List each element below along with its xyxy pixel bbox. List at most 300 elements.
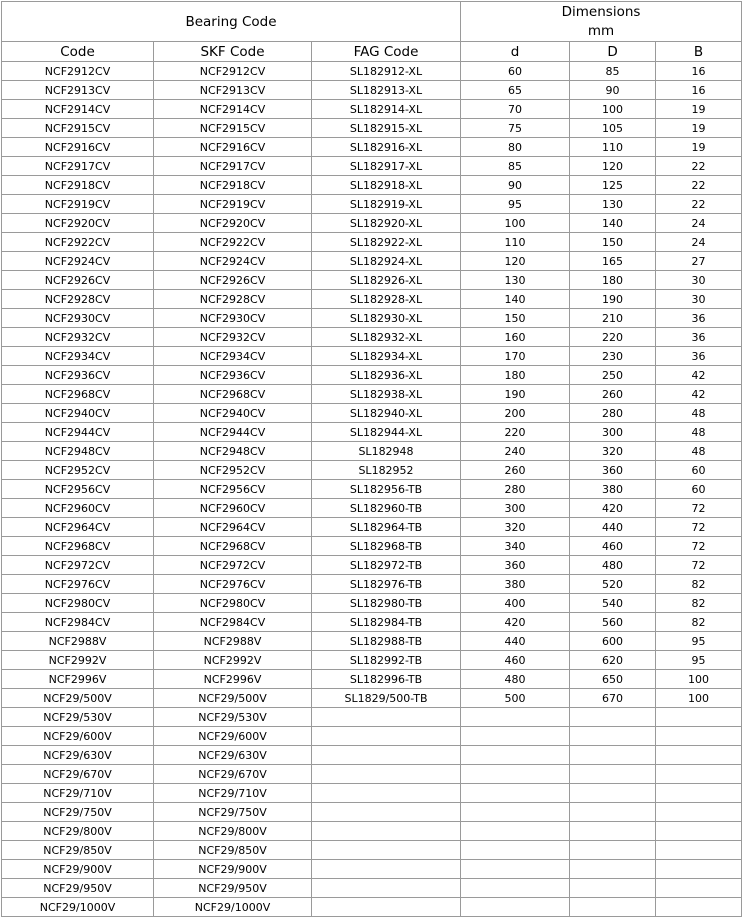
cell-b: [656, 860, 742, 879]
cell-b: 60: [656, 480, 742, 499]
table-row: [2, 442, 742, 461]
cell-d: 190: [461, 385, 570, 404]
cell-code: NCF2920CV: [2, 214, 154, 233]
table-row: [2, 784, 742, 803]
cell-big-d: 520: [570, 575, 656, 594]
cell-fag-code: SL182968-TB: [312, 537, 461, 556]
cell-b: 27: [656, 252, 742, 271]
cell-fag-code: SL182972-TB: [312, 556, 461, 575]
cell-skf-code: NCF2917CV: [154, 157, 312, 176]
cell-b: 60: [656, 461, 742, 480]
cell-b: 36: [656, 328, 742, 347]
cell-b: 72: [656, 537, 742, 556]
cell-b: 22: [656, 157, 742, 176]
cell-skf-code: NCF29/850V: [154, 841, 312, 860]
table-row: [2, 81, 742, 100]
table-row: [2, 195, 742, 214]
cell-skf-code: NCF2930CV: [154, 309, 312, 328]
cell-fag-code: SL182992-TB: [312, 651, 461, 670]
cell-b: 82: [656, 575, 742, 594]
table-row: [2, 328, 742, 347]
table-row: [2, 746, 742, 765]
cell-code: NCF29/530V: [2, 708, 154, 727]
cell-code: NCF2980CV: [2, 594, 154, 613]
cell-code: NCF2952CV: [2, 461, 154, 480]
cell-big-d: 180: [570, 271, 656, 290]
cell-d: 100: [461, 214, 570, 233]
cell-big-d: 360: [570, 461, 656, 480]
cell-fag-code: SL182913-XL: [312, 81, 461, 100]
cell-code: NCF29/500V: [2, 689, 154, 708]
cell-d: [461, 841, 570, 860]
cell-skf-code: NCF2996V: [154, 670, 312, 689]
cell-skf-code: NCF2964CV: [154, 518, 312, 537]
cell-code: NCF29/670V: [2, 765, 154, 784]
cell-big-d: [570, 898, 656, 917]
cell-skf-code: NCF2968CV: [154, 537, 312, 556]
cell-code: NCF29/600V: [2, 727, 154, 746]
cell-skf-code: NCF2960CV: [154, 499, 312, 518]
cell-fag-code: SL182984-TB: [312, 613, 461, 632]
cell-d: 75: [461, 119, 570, 138]
cell-b: [656, 746, 742, 765]
cell-code: NCF2940CV: [2, 404, 154, 423]
cell-code: NCF2948CV: [2, 442, 154, 461]
table-row: [2, 613, 742, 632]
cell-big-d: 670: [570, 689, 656, 708]
cell-code: NCF29/710V: [2, 784, 154, 803]
cell-skf-code: NCF29/1000V: [154, 898, 312, 917]
cell-fag-code: SL182918-XL: [312, 176, 461, 195]
cell-code: NCF2914CV: [2, 100, 154, 119]
cell-fag-code: SL182922-XL: [312, 233, 461, 252]
cell-b: [656, 879, 742, 898]
cell-code: NCF2932CV: [2, 328, 154, 347]
cell-skf-code: NCF2922CV: [154, 233, 312, 252]
cell-code: NCF2960CV: [2, 499, 154, 518]
cell-d: [461, 879, 570, 898]
cell-b: 42: [656, 385, 742, 404]
cell-fag-code: [312, 765, 461, 784]
cell-code: NCF2934CV: [2, 347, 154, 366]
cell-skf-code: NCF2916CV: [154, 138, 312, 157]
cell-code: NCF2944CV: [2, 423, 154, 442]
table-row: [2, 347, 742, 366]
cell-skf-code: NCF29/950V: [154, 879, 312, 898]
cell-big-d: 125: [570, 176, 656, 195]
cell-code: NCF2996V: [2, 670, 154, 689]
cell-d: 380: [461, 575, 570, 594]
table-row: [2, 632, 742, 651]
cell-big-d: 600: [570, 632, 656, 651]
cell-d: 140: [461, 290, 570, 309]
cell-d: 360: [461, 556, 570, 575]
dimensions-header: [461, 2, 742, 42]
cell-b: 16: [656, 62, 742, 81]
cell-d: 340: [461, 537, 570, 556]
cell-b: [656, 822, 742, 841]
cell-fag-code: SL1829/500-TB: [312, 689, 461, 708]
cell-big-d: [570, 841, 656, 860]
cell-big-d: [570, 860, 656, 879]
cell-fag-code: [312, 898, 461, 917]
cell-b: 100: [656, 689, 742, 708]
cell-d: [461, 727, 570, 746]
cell-skf-code: NCF2984CV: [154, 613, 312, 632]
cell-big-d: 140: [570, 214, 656, 233]
cell-big-d: 620: [570, 651, 656, 670]
cell-skf-code: NCF2920CV: [154, 214, 312, 233]
table-row: [2, 803, 742, 822]
cell-b: 19: [656, 119, 742, 138]
cell-fag-code: SL182932-XL: [312, 328, 461, 347]
cell-skf-code: NCF2968CV: [154, 385, 312, 404]
cell-fag-code: SL182924-XL: [312, 252, 461, 271]
cell-fag-code: SL182928-XL: [312, 290, 461, 309]
cell-b: 82: [656, 594, 742, 613]
table-row: [2, 214, 742, 233]
cell-fag-code: SL182964-TB: [312, 518, 461, 537]
cell-fag-code: SL182920-XL: [312, 214, 461, 233]
cell-fag-code: SL182952: [312, 461, 461, 480]
cell-code: NCF2926CV: [2, 271, 154, 290]
cell-b: 100: [656, 670, 742, 689]
cell-big-d: 110: [570, 138, 656, 157]
col-header-fag-code: FAG Code: [312, 42, 461, 62]
cell-code: NCF2968CV: [2, 537, 154, 556]
table-row: [2, 290, 742, 309]
cell-skf-code: NCF2919CV: [154, 195, 312, 214]
cell-skf-code: NCF2924CV: [154, 252, 312, 271]
cell-b: 72: [656, 499, 742, 518]
cell-fag-code: SL182919-XL: [312, 195, 461, 214]
cell-code: NCF2928CV: [2, 290, 154, 309]
cell-skf-code: NCF2948CV: [154, 442, 312, 461]
dimensions-title: Dimensions: [561, 3, 641, 20]
cell-skf-code: NCF29/710V: [154, 784, 312, 803]
cell-d: 80: [461, 138, 570, 157]
table-row: [2, 176, 742, 195]
cell-fag-code: [312, 784, 461, 803]
cell-d: 65: [461, 81, 570, 100]
cell-code: NCF2913CV: [2, 81, 154, 100]
header-row-top: [2, 2, 742, 42]
cell-d: 120: [461, 252, 570, 271]
table-row: [2, 841, 742, 860]
cell-b: 72: [656, 518, 742, 537]
cell-big-d: [570, 765, 656, 784]
table-row: [2, 138, 742, 157]
cell-d: 130: [461, 271, 570, 290]
table-row: [2, 62, 742, 81]
table-row: [2, 404, 742, 423]
cell-big-d: 190: [570, 290, 656, 309]
cell-code: NCF2984CV: [2, 613, 154, 632]
cell-code: NCF29/750V: [2, 803, 154, 822]
table-row: [2, 575, 742, 594]
cell-b: 48: [656, 404, 742, 423]
cell-fag-code: [312, 879, 461, 898]
cell-big-d: 150: [570, 233, 656, 252]
cell-code: NCF2992V: [2, 651, 154, 670]
cell-code: NCF2919CV: [2, 195, 154, 214]
cell-big-d: 480: [570, 556, 656, 575]
cell-b: 95: [656, 632, 742, 651]
cell-fag-code: SL182916-XL: [312, 138, 461, 157]
table-row: [2, 309, 742, 328]
bearing-table: [1, 1, 742, 917]
cell-d: 240: [461, 442, 570, 461]
cell-code: NCF2922CV: [2, 233, 154, 252]
cell-b: 36: [656, 309, 742, 328]
cell-fag-code: [312, 727, 461, 746]
cell-code: NCF2924CV: [2, 252, 154, 271]
cell-big-d: 120: [570, 157, 656, 176]
cell-fag-code: SL182926-XL: [312, 271, 461, 290]
cell-fag-code: SL182936-XL: [312, 366, 461, 385]
cell-fag-code: SL182930-XL: [312, 309, 461, 328]
cell-skf-code: NCF29/800V: [154, 822, 312, 841]
dimensions-unit: mm: [587, 22, 615, 39]
cell-fag-code: SL182917-XL: [312, 157, 461, 176]
table-row: [2, 233, 742, 252]
cell-d: 70: [461, 100, 570, 119]
cell-code: NCF2917CV: [2, 157, 154, 176]
cell-code: NCF2915CV: [2, 119, 154, 138]
cell-skf-code: NCF2934CV: [154, 347, 312, 366]
cell-big-d: 210: [570, 309, 656, 328]
cell-b: [656, 784, 742, 803]
cell-code: NCF2972CV: [2, 556, 154, 575]
cell-d: 480: [461, 670, 570, 689]
cell-d: [461, 860, 570, 879]
table-row: [2, 518, 742, 537]
cell-b: 16: [656, 81, 742, 100]
cell-big-d: [570, 746, 656, 765]
cell-big-d: 420: [570, 499, 656, 518]
cell-skf-code: NCF2928CV: [154, 290, 312, 309]
cell-fag-code: SL182940-XL: [312, 404, 461, 423]
cell-fag-code: SL182948: [312, 442, 461, 461]
cell-b: 48: [656, 442, 742, 461]
cell-big-d: 560: [570, 613, 656, 632]
cell-code: NCF2912CV: [2, 62, 154, 81]
cell-code: NCF29/1000V: [2, 898, 154, 917]
cell-skf-code: NCF2932CV: [154, 328, 312, 347]
table-row: [2, 499, 742, 518]
table-row: [2, 822, 742, 841]
cell-big-d: 320: [570, 442, 656, 461]
cell-fag-code: [312, 708, 461, 727]
cell-d: 440: [461, 632, 570, 651]
table-row: [2, 708, 742, 727]
table-row: [2, 898, 742, 917]
cell-b: 22: [656, 195, 742, 214]
cell-fag-code: [312, 822, 461, 841]
table-row: [2, 556, 742, 575]
cell-skf-code: NCF2936CV: [154, 366, 312, 385]
cell-big-d: [570, 727, 656, 746]
cell-code: NCF2956CV: [2, 480, 154, 499]
cell-skf-code: NCF2944CV: [154, 423, 312, 442]
cell-skf-code: NCF2940CV: [154, 404, 312, 423]
cell-fag-code: SL182934-XL: [312, 347, 461, 366]
cell-fag-code: SL182956-TB: [312, 480, 461, 499]
bearing-code-header: Bearing Code: [2, 2, 461, 42]
cell-b: 72: [656, 556, 742, 575]
cell-b: [656, 765, 742, 784]
cell-b: 42: [656, 366, 742, 385]
cell-b: 24: [656, 214, 742, 233]
col-header-big-d: D: [570, 42, 656, 62]
cell-d: 460: [461, 651, 570, 670]
table-row: [2, 480, 742, 499]
cell-skf-code: NCF29/670V: [154, 765, 312, 784]
cell-d: [461, 803, 570, 822]
cell-big-d: 300: [570, 423, 656, 442]
cell-big-d: [570, 708, 656, 727]
cell-skf-code: NCF2976CV: [154, 575, 312, 594]
cell-big-d: 460: [570, 537, 656, 556]
cell-b: 30: [656, 271, 742, 290]
table-body: [2, 62, 742, 917]
cell-d: 320: [461, 518, 570, 537]
cell-code: NCF2964CV: [2, 518, 154, 537]
table-row: [2, 670, 742, 689]
cell-d: 170: [461, 347, 570, 366]
cell-b: 82: [656, 613, 742, 632]
cell-code: NCF29/630V: [2, 746, 154, 765]
table-row: [2, 119, 742, 138]
cell-d: 500: [461, 689, 570, 708]
cell-big-d: 380: [570, 480, 656, 499]
cell-code: NCF2936CV: [2, 366, 154, 385]
cell-big-d: [570, 784, 656, 803]
cell-code: NCF2976CV: [2, 575, 154, 594]
table-row: [2, 594, 742, 613]
cell-b: 36: [656, 347, 742, 366]
cell-b: 48: [656, 423, 742, 442]
cell-big-d: 165: [570, 252, 656, 271]
cell-big-d: 130: [570, 195, 656, 214]
table-row: [2, 689, 742, 708]
cell-skf-code: NCF2956CV: [154, 480, 312, 499]
cell-code: NCF29/800V: [2, 822, 154, 841]
table-row: [2, 537, 742, 556]
cell-fag-code: SL182980-TB: [312, 594, 461, 613]
cell-d: 300: [461, 499, 570, 518]
cell-fag-code: [312, 841, 461, 860]
cell-fag-code: [312, 803, 461, 822]
cell-skf-code: NCF29/900V: [154, 860, 312, 879]
cell-big-d: 90: [570, 81, 656, 100]
cell-skf-code: NCF2914CV: [154, 100, 312, 119]
col-header-d: d: [461, 42, 570, 62]
cell-big-d: 650: [570, 670, 656, 689]
table-row: [2, 860, 742, 879]
cell-d: 110: [461, 233, 570, 252]
cell-b: [656, 803, 742, 822]
cell-fag-code: SL182915-XL: [312, 119, 461, 138]
table-row: [2, 651, 742, 670]
table-row: [2, 765, 742, 784]
cell-d: 160: [461, 328, 570, 347]
cell-code: NCF29/950V: [2, 879, 154, 898]
cell-b: [656, 727, 742, 746]
cell-big-d: 260: [570, 385, 656, 404]
cell-d: [461, 765, 570, 784]
cell-code: NCF2968CV: [2, 385, 154, 404]
cell-big-d: 230: [570, 347, 656, 366]
cell-d: 180: [461, 366, 570, 385]
cell-skf-code: NCF2992V: [154, 651, 312, 670]
cell-code: NCF2930CV: [2, 309, 154, 328]
cell-skf-code: NCF2980CV: [154, 594, 312, 613]
cell-fag-code: SL182988-TB: [312, 632, 461, 651]
cell-skf-code: NCF2918CV: [154, 176, 312, 195]
cell-fag-code: [312, 860, 461, 879]
cell-big-d: 440: [570, 518, 656, 537]
cell-code: NCF2988V: [2, 632, 154, 651]
cell-skf-code: NCF29/750V: [154, 803, 312, 822]
cell-d: [461, 708, 570, 727]
cell-skf-code: NCF2915CV: [154, 119, 312, 138]
cell-skf-code: NCF29/630V: [154, 746, 312, 765]
cell-b: [656, 708, 742, 727]
cell-big-d: 85: [570, 62, 656, 81]
cell-big-d: 280: [570, 404, 656, 423]
cell-big-d: [570, 879, 656, 898]
cell-skf-code: NCF29/500V: [154, 689, 312, 708]
cell-d: [461, 822, 570, 841]
cell-big-d: 540: [570, 594, 656, 613]
cell-d: [461, 898, 570, 917]
cell-skf-code: NCF2926CV: [154, 271, 312, 290]
table-row: [2, 879, 742, 898]
cell-skf-code: NCF2952CV: [154, 461, 312, 480]
cell-d: 260: [461, 461, 570, 480]
cell-skf-code: NCF29/600V: [154, 727, 312, 746]
table-row: [2, 423, 742, 442]
cell-fag-code: SL182912-XL: [312, 62, 461, 81]
col-header-b: B: [656, 42, 742, 62]
table-row: [2, 100, 742, 119]
cell-d: [461, 784, 570, 803]
cell-skf-code: NCF2988V: [154, 632, 312, 651]
cell-b: 30: [656, 290, 742, 309]
cell-fag-code: SL182976-TB: [312, 575, 461, 594]
cell-d: 400: [461, 594, 570, 613]
cell-b: 24: [656, 233, 742, 252]
cell-b: 19: [656, 100, 742, 119]
col-header-skf-code: SKF Code: [154, 42, 312, 62]
cell-fag-code: SL182914-XL: [312, 100, 461, 119]
table-row: [2, 461, 742, 480]
table-row: [2, 157, 742, 176]
cell-d: 150: [461, 309, 570, 328]
cell-b: [656, 898, 742, 917]
cell-big-d: 100: [570, 100, 656, 119]
table-row: [2, 727, 742, 746]
table-row: [2, 271, 742, 290]
cell-skf-code: NCF2912CV: [154, 62, 312, 81]
cell-big-d: [570, 803, 656, 822]
cell-fag-code: SL182938-XL: [312, 385, 461, 404]
cell-b: 19: [656, 138, 742, 157]
cell-d: 60: [461, 62, 570, 81]
cell-big-d: 250: [570, 366, 656, 385]
cell-d: 90: [461, 176, 570, 195]
